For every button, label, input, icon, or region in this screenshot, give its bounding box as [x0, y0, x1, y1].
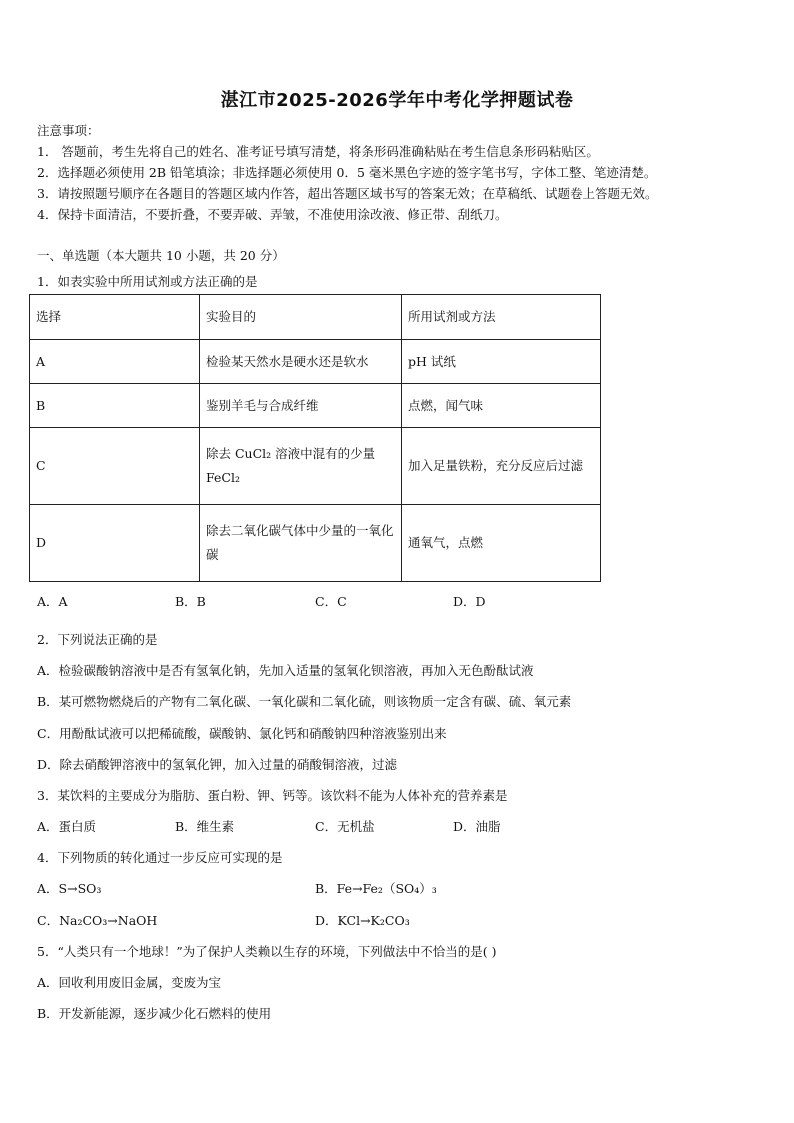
notice-item: 3．请按照题号顺序在各题目的答题区域内作答，超出答题区域书写的答案无效；在草稿纸、试题卷上答题无效。: [37, 186, 658, 201]
notice-item: 4．保持卡面清洁，不要折叠，不要弄破、弄皱，不准使用涂改液、修正带、刮纸刀。: [37, 207, 508, 222]
question-3-option-c: C．无机盐: [315, 819, 375, 834]
header-cell: 实验目的: [200, 295, 402, 340]
question-4-option-b: B．Fe→Fe₂（SO₄）₃: [315, 881, 437, 896]
question-2-option-b: B．某可燃物燃烧后的产物有二氧化碳、一氧化碳和二氧化硫，则该物质一定含有碳、硫、氧元素: [37, 694, 572, 709]
question-5-option-b: B．开发新能源，逐步减少化石燃料的使用: [37, 1006, 272, 1021]
table-row: [30, 505, 601, 582]
table-row: [30, 340, 601, 384]
question-3-stem: 3．某饮料的主要成分为脂肪、蛋白粉、钾、钙等。该饮料不能为人体补充的营养素是: [37, 788, 508, 803]
purpose-cell: 除去 CuCl₂ 溶液中混有的少量 FeCl₂: [200, 428, 402, 505]
question-1-stem: 1．如表实验中所用试剂或方法正确的是: [37, 274, 258, 289]
method-cell: 加入足量铁粉，充分反应后过滤: [402, 428, 601, 505]
question-1-option-b: B．B: [175, 594, 206, 609]
table-header-row: [30, 295, 601, 340]
question-1-option-d: D．D: [453, 594, 486, 609]
choice-cell: D: [30, 505, 200, 582]
method-cell: 点燃，闻气味: [402, 384, 601, 428]
question-3-option-b: B．维生素: [175, 819, 235, 834]
question-5-option-a: A．回收利用废旧金属，变废为宝: [37, 975, 222, 990]
question-2-option-c: C．用酚酞试液可以把稀硫酸，碳酸钠、氯化钙和硝酸钠四种溶液鉴别出来: [37, 726, 447, 741]
choice-cell: C: [30, 428, 200, 505]
question-4-option-a: A．S→SO₃: [37, 881, 102, 896]
table-row: [30, 384, 601, 428]
question-1-table: [29, 294, 601, 582]
question-1-option-c: C．C: [315, 594, 347, 609]
header-cell: 选择: [30, 295, 200, 340]
notice-item: 1． 答题前，考生先将自己的姓名、准考证号填写清楚，将条形码准确粘贴在考生信息条形码粘贴区。: [37, 144, 599, 159]
section-heading: 一、单选题（本大题共 10 小题，共 20 分）: [37, 248, 285, 263]
question-2-option-d: D．除去硝酸钾溶液中的氢氧化钾，加入过量的硝酸铜溶液，过滤: [37, 757, 398, 772]
page-title: 湛江市2025-2026学年中考化学押题试卷: [220, 90, 574, 111]
question-5-stem: 5．“人类只有一个地球！”为了保护人类赖以生存的环境，下列做法中不恰当的是( ): [37, 944, 497, 959]
question-4-option-d: D．KCl→K₂CO₃: [315, 913, 410, 928]
table-row: [30, 428, 601, 505]
purpose-cell: 检验某天然水是硬水还是软水: [200, 340, 402, 384]
purpose-cell: 除去二氧化碳气体中少量的一氧化碳: [200, 505, 402, 582]
question-2-stem: 2．下列说法正确的是: [37, 632, 158, 647]
header-cell: 所用试剂或方法: [402, 295, 601, 340]
notice-heading: 注意事项：: [37, 123, 100, 138]
method-cell: 通氧气，点燃: [402, 505, 601, 582]
question-2-option-a: A．检验碳酸钠溶液中是否有氢氧化钠，先加入适量的氢氧化钡溶液，再加入无色酚酞试液: [37, 663, 534, 678]
choice-cell: A: [30, 340, 200, 384]
notice-item: 2．选择题必须使用 2B 铅笔填涂；非选择题必须使用 0．5 毫米黑色字迹的签字笔书写，字体工整、笔迹清楚。: [37, 165, 657, 180]
purpose-cell: 鉴别羊毛与合成纤维: [200, 384, 402, 428]
choice-cell: B: [30, 384, 200, 428]
question-3-option-d: D．油脂: [453, 819, 501, 834]
question-4-option-c: C．Na₂CO₃→NaOH: [37, 913, 158, 928]
question-1-option-a: A．A: [37, 594, 68, 609]
question-4-stem: 4．下列物质的转化通过一步反应可实现的是: [37, 850, 283, 865]
method-cell: pH 试纸: [402, 340, 601, 384]
question-3-option-a: A．蛋白质: [37, 819, 97, 834]
